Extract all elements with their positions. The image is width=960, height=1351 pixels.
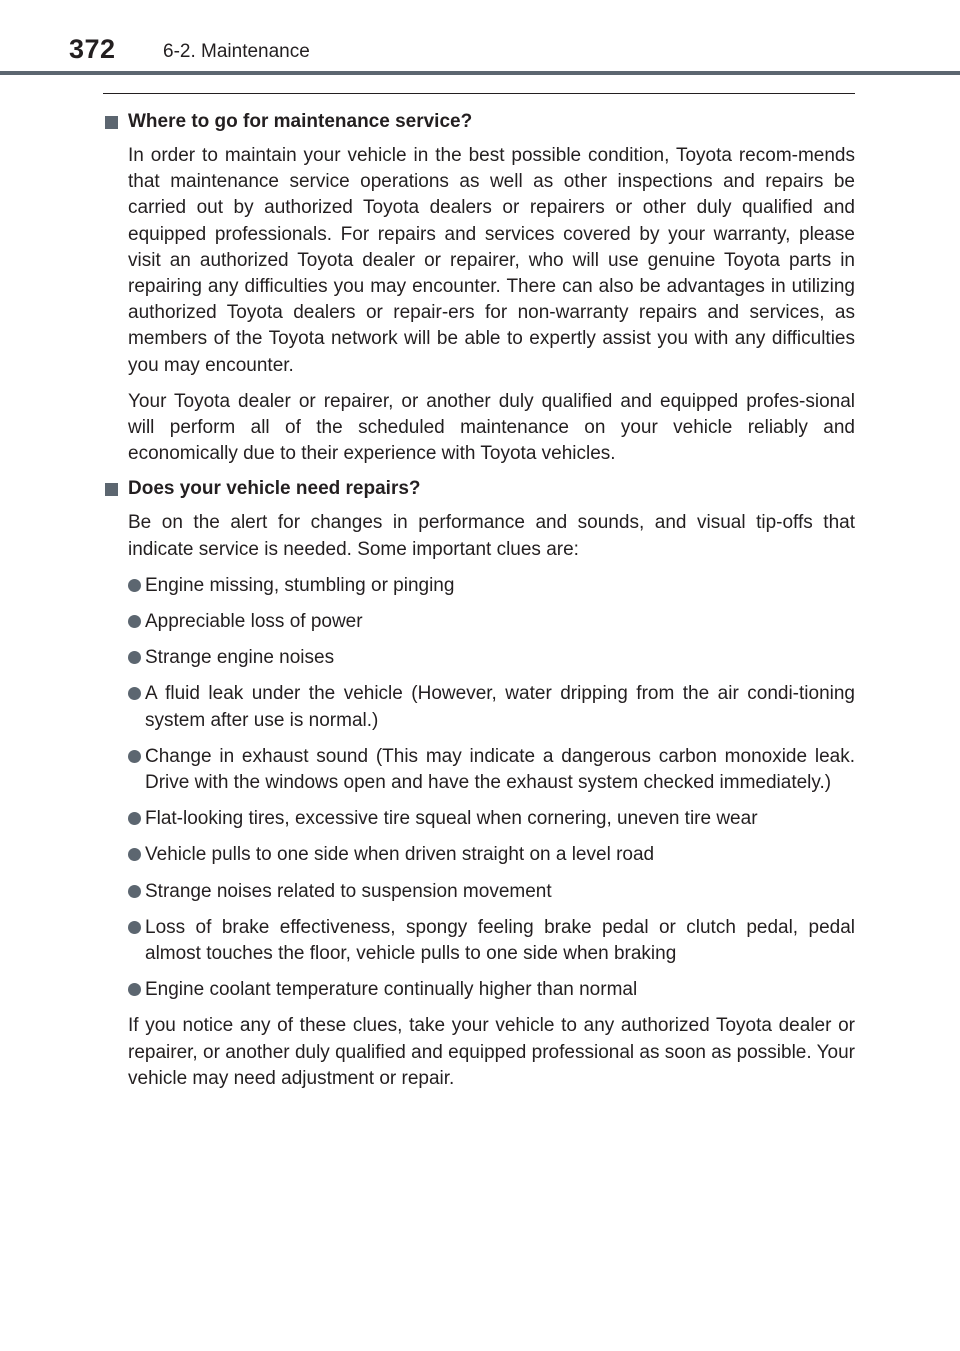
- circle-bullet-icon: [128, 812, 141, 825]
- heading-maintenance-service: [103, 109, 855, 135]
- page-content: [103, 106, 855, 1092]
- list-item: Strange noises related to suspension movement: [128, 879, 855, 905]
- list-item: Strange engine noises: [128, 645, 855, 671]
- circle-bullet-icon: [128, 579, 141, 592]
- list-item: Engine missing, stumbling or pinging: [128, 573, 855, 599]
- heading-text: Does your vehicle need repairs?: [128, 478, 421, 500]
- content-top-rule: [103, 93, 855, 94]
- section-title: 6-2. Maintenance: [163, 41, 310, 62]
- page-number: 372: [69, 34, 116, 64]
- circle-bullet-icon: [128, 848, 141, 861]
- heading-need-repairs: [103, 476, 855, 502]
- header-rule: [0, 71, 960, 75]
- list-item: Change in exhaust sound (This may indicate a dangerous carbon monoxide leak. Drive with the windows open and have the exhaust system checked immediately.): [128, 744, 855, 796]
- paragraph: In order to maintain your vehicle in the best possible condition, Toyota recom-mends that maintenance service operations as well as other inspections and repairs be carried out by authorized Toyota dealers or repairers or other duly qualified and equipped professionals. For repairs and services covered by your warranty, please visit an authorized Toyota dealer or repairer, who will use genuine Toyota parts in repairing any difficulties you may encounter. There can also be advantages in utilizing authorized Toyota dealers or repair-ers for non-warranty repairs and services, as members of the Toyota network will be able to expertly assist you with any difficulties you may encounter.: [128, 145, 855, 376]
- page-header: [0, 0, 960, 74]
- circle-bullet-icon: [128, 750, 141, 763]
- paragraph: Your Toyota dealer or repairer, or another duly qualified and equipped profes-sional will perform all of the scheduled maintenance on your vehicle reliably and economically due to their experience with Toyota vehicles.: [128, 390, 855, 465]
- list-item: Flat-looking tires, excessive tire squeal when cornering, uneven tire wear: [128, 806, 855, 832]
- square-bullet-icon: [105, 116, 118, 129]
- square-bullet-icon: [105, 483, 118, 496]
- list-item: A fluid leak under the vehicle (However, water dripping from the air condi-tioning system after use is normal.): [128, 681, 855, 733]
- circle-bullet-icon: [128, 615, 141, 628]
- circle-bullet-icon: [128, 921, 141, 934]
- list-item: Appreciable loss of power: [128, 609, 855, 635]
- circle-bullet-icon: [128, 651, 141, 664]
- paragraph: Be on the alert for changes in performance and sounds, and visual tip-offs that indicate service is needed. Some important clues are:: [128, 512, 855, 560]
- list-item: Engine coolant temperature continually higher than normal: [128, 977, 855, 1003]
- heading-text: Where to go for maintenance service?: [128, 111, 473, 132]
- circle-bullet-icon: [128, 687, 141, 700]
- list-item: Loss of brake effectiveness, spongy feeling brake pedal or clutch pedal, pedal almost touches the floor, vehicle pulls to one side when braking: [128, 915, 855, 967]
- list-item: Vehicle pulls to one side when driven straight on a level road: [128, 842, 855, 868]
- paragraph: If you notice any of these clues, take your vehicle to any authorized Toyota dealer or repairer, or another duly qualified and equipped professional as soon as possible. Your vehicle may need adjustment or repair.: [128, 1015, 855, 1089]
- circle-bullet-icon: [128, 983, 141, 996]
- circle-bullet-icon: [128, 885, 141, 898]
